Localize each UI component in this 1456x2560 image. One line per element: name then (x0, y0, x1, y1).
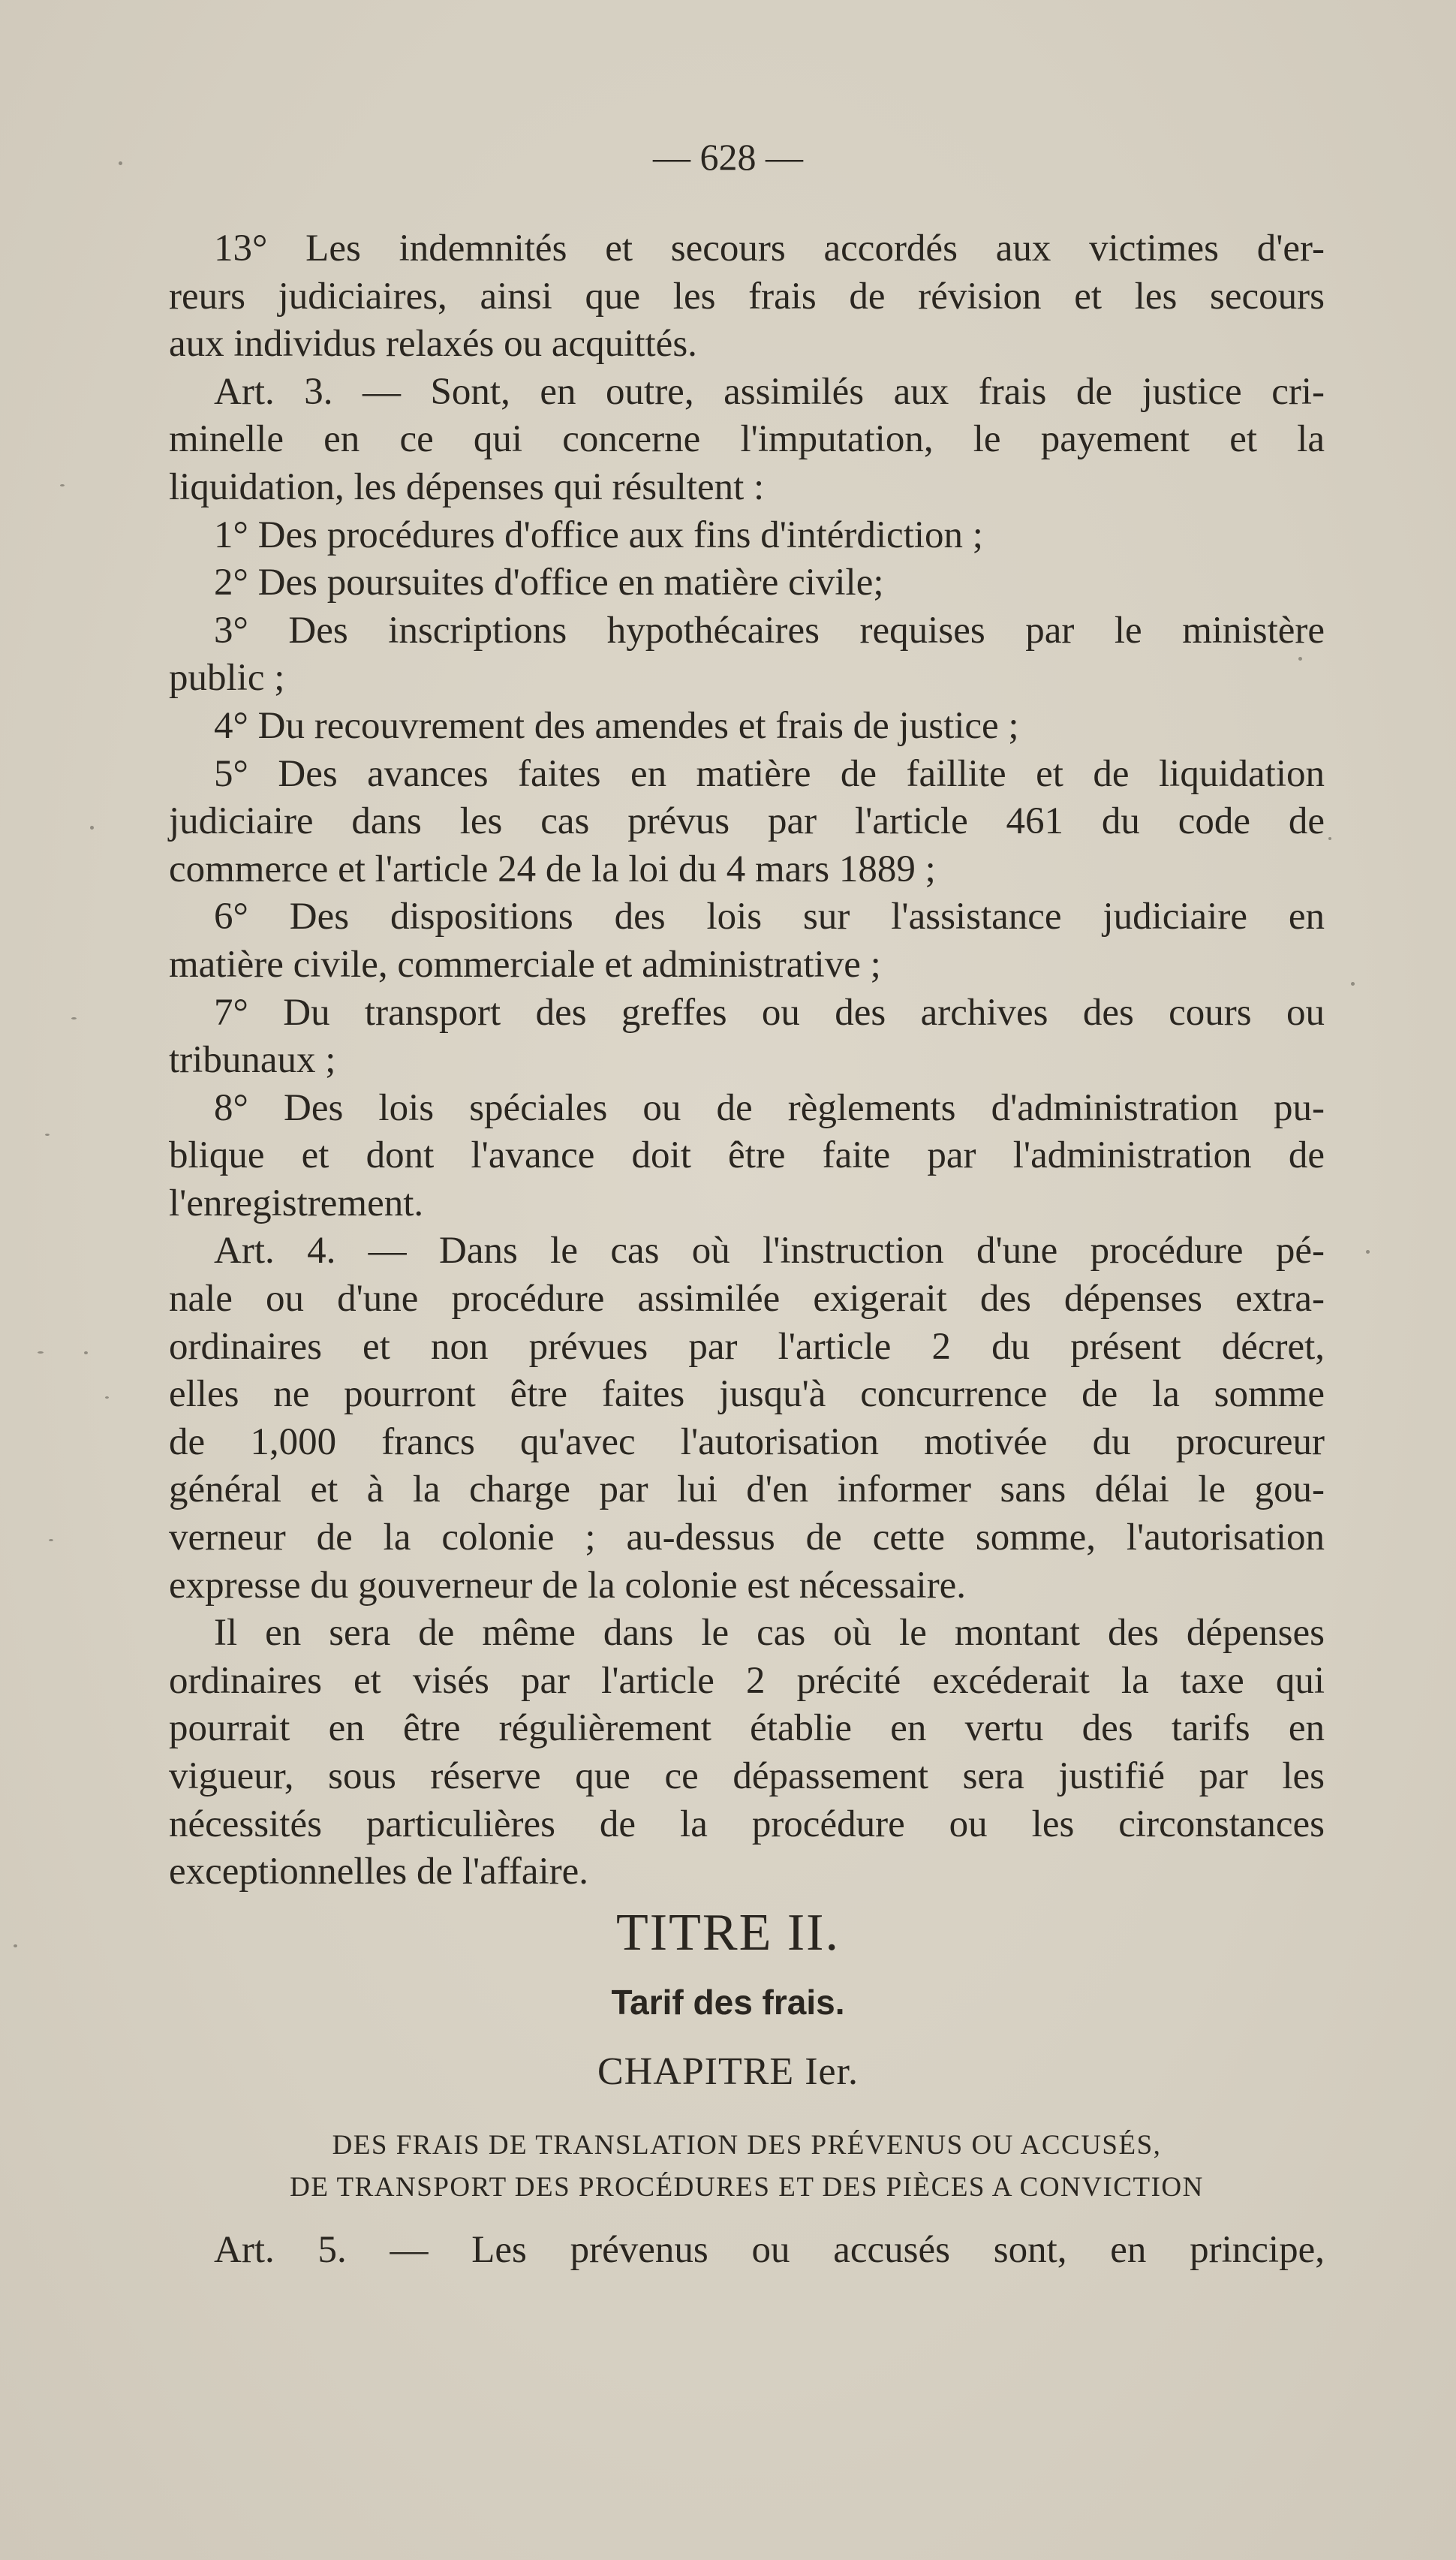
paragraph-line: vigueur, sous réserve que ce dépassement sera justifié par les (169, 1755, 1325, 1797)
chapter-heading: CHAPITRE Ier. (597, 2050, 859, 2093)
paragraph-line: Art. 5. — Les prévenus ou accusés sont, en principe, (214, 2229, 1325, 2271)
titre-subheading: Tarif des frais. (611, 1983, 845, 2022)
paragraph-line: judiciaire dans les cas prévus par l'article 461 du code de (169, 800, 1325, 843)
paragraph-line: Il en sera de même dans le cas où le montant des dépenses (214, 1612, 1325, 1655)
paragraph-line: 7° Du transport des greffes ou des archives des cours ou (214, 991, 1325, 1034)
paragraph-line: minelle en ce qui concerne l'imputation, le payement et la (169, 418, 1325, 461)
paragraph-line: Art. 3. — Sont, en outre, assimilés aux frais de justice cri- (214, 370, 1325, 413)
paragraph-line: Art. 4. — Dans le cas où l'instruction d'une procédure pé- (214, 1230, 1325, 1272)
paragraph-line: public ; (169, 657, 285, 700)
paragraph-line: matière civile, commerciale et administrative ; (169, 943, 881, 986)
paragraph-line: nécessités particulières de la procédure ou les circonstances (169, 1803, 1325, 1845)
paragraph-line: l'enregistrement. (169, 1182, 424, 1224)
paragraph-line: 2° Des poursuites d'office en matière civile; (214, 562, 884, 604)
paragraph-line: aux individus relaxés ou acquittés. (169, 323, 697, 366)
paragraph-line: général et à la charge par lui d'en informer sans délai le gou- (169, 1468, 1325, 1511)
paragraph-line: verneur de la colonie ; au-dessus de cette somme, l'autorisation (169, 1516, 1325, 1559)
paragraph-line: expresse du gouverneur de la colonie est nécessaire. (169, 1564, 967, 1607)
paragraph-line: exceptionnelles de l'affaire. (169, 1851, 589, 1893)
article-5-line (169, 2227, 1325, 2275)
paragraph-line: tribunaux ; (169, 1039, 336, 1082)
section-heading-line: DE TRANSPORT DES PROCÉDURES ET DES PIÈCES A CONVICTION (290, 2172, 1204, 2203)
paragraph-line: liquidation, les dépenses qui résultent : (169, 465, 765, 508)
paragraph-line: ordinaires et visés par l'article 2 précité excéderait la taxe qui (169, 1659, 1325, 1702)
paragraph-line: elles ne pourront être faites jusqu'à concurrence de la somme (169, 1373, 1325, 1416)
section-heading (169, 2125, 1325, 2209)
paragraph-line: de 1,000 francs qu'avec l'autorisation motivée du procureur (169, 1420, 1325, 1463)
paragraph-line: 1° Des procédures d'office aux fins d'intérdiction ; (214, 514, 983, 556)
body-text (169, 225, 1325, 1896)
paragraph-line: pourrait en être régulièrement établie en vertu des tarifs en (169, 1707, 1325, 1750)
paragraph-line: nale ou d'une procédure assimilée exigerait des dépenses extra- (169, 1278, 1325, 1321)
paragraph-line: commerce et l'article 24 de la loi du 4 mars 1889 ; (169, 848, 936, 890)
section-heading-line: DES FRAIS DE TRANSLATION DES PRÉVENUS OU ACCUSÉS, (332, 2130, 1162, 2161)
paragraph-line: 6° Des dispositions des lois sur l'assistance judiciaire en (214, 896, 1325, 938)
paragraph-line: 8° Des lois spéciales ou de règlements d'administration pu- (214, 1086, 1325, 1129)
paragraph-line: 4° Du recouvrement des amendes et frais de justice ; (214, 704, 1019, 747)
paragraph-line: blique et dont l'avance doit être faite par l'administration de (169, 1134, 1325, 1177)
paragraph-line: ordinaires et non prévues par l'article 2 du présent décret, (169, 1325, 1325, 1368)
paragraph-line: 5° Des avances faites en matière de faillite et de liquidation (214, 752, 1325, 795)
titre-heading: TITRE II. (616, 1904, 840, 1962)
page-number: — 628 — (653, 136, 803, 178)
paragraph-line: 13° Les indemnités et secours accordés aux victimes d'er- (214, 227, 1325, 270)
paragraph-line: reurs judiciaires, ainsi que les frais de révision et les secours (169, 275, 1325, 318)
paragraph-line: 3° Des inscriptions hypothécaires requises par le ministère (214, 609, 1325, 652)
